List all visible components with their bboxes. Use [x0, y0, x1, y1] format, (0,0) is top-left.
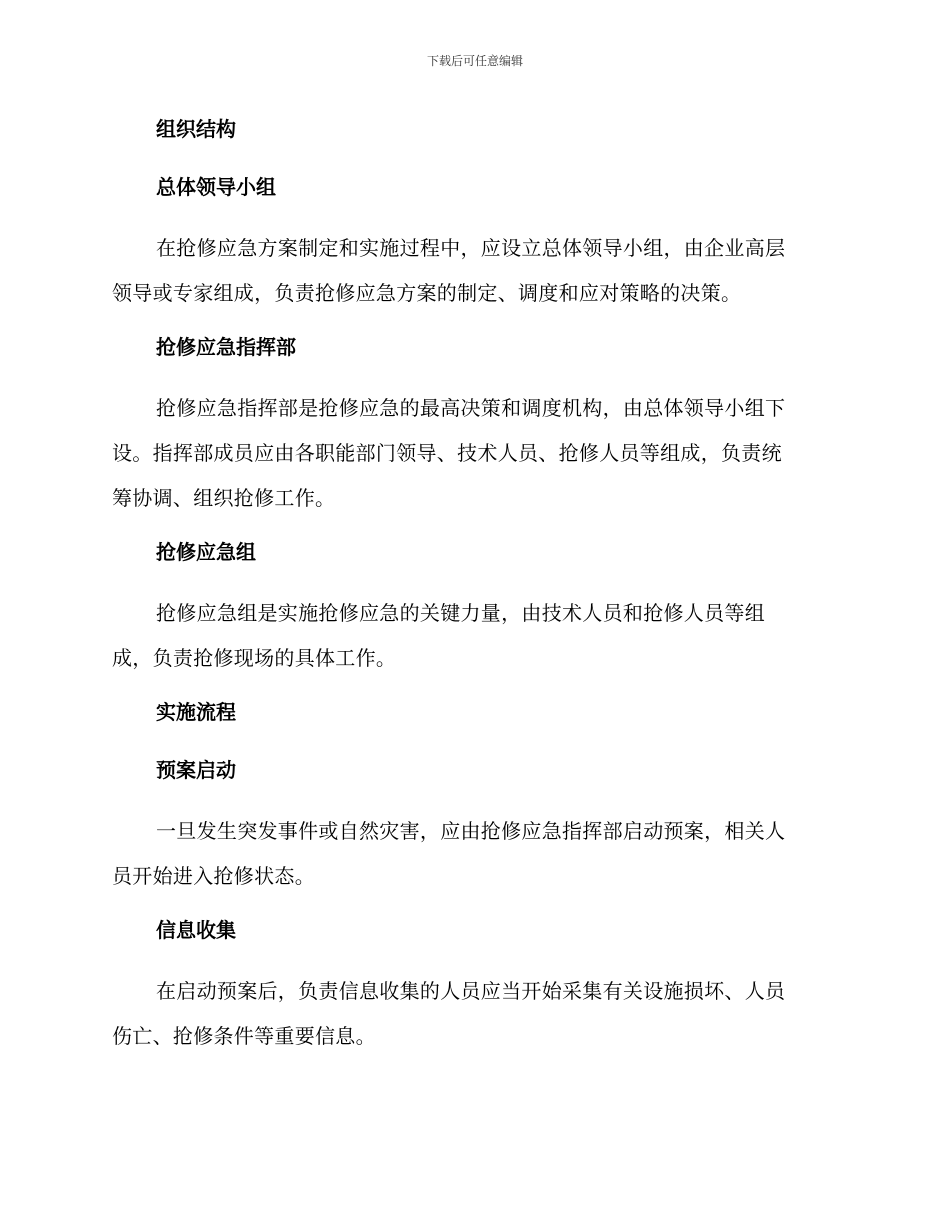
paragraph-line: 一旦发生突发事件或自然灾害，应由抢修应急指挥部启动预案，相关人	[156, 819, 786, 843]
body-paragraph	[112, 809, 834, 899]
section-heading: 组织结构	[156, 117, 236, 141]
paragraph-line: 设。指挥部成员应由各职能部门领导、技术人员、抢修人员等组成，负责统	[112, 441, 782, 465]
paragraph-line: 领导或专家组成，负责抢修应急方案的制定、调度和应对策略的决策。	[112, 281, 742, 305]
section-heading: 实施流程	[156, 700, 236, 724]
paragraph-line: 抢修应急组是实施抢修应急的关键力量，由技术人员和抢修人员等组	[156, 601, 765, 625]
paragraph-line: 在启动预案后，负责信息收集的人员应当开始采集有关设施损坏、人员	[156, 979, 786, 1003]
body-paragraph	[112, 386, 834, 521]
subsection-heading: 预案启动	[156, 758, 236, 782]
document-body	[112, 110, 834, 1071]
paragraph-line: 伤亡、抢修条件等重要信息。	[112, 1024, 376, 1048]
body-paragraph	[112, 226, 834, 316]
page-header: 下载后可任意编辑	[426, 54, 523, 68]
paragraph-line: 筹协调、组织抢修工作。	[112, 486, 336, 510]
body-paragraph	[112, 969, 834, 1059]
paragraph-line: 在抢修应急方案制定和实施过程中，应设立总体领导小组，由企业高层	[156, 236, 786, 260]
paragraph-line: 成，负责抢修现场的具体工作。	[112, 646, 397, 670]
paragraph-line: 员开始进入抢修状态。	[112, 864, 315, 888]
subsection-heading: 抢修应急指挥部	[156, 335, 296, 359]
subsection-heading: 信息收集	[156, 918, 236, 942]
subsection-heading: 抢修应急组	[156, 540, 256, 564]
body-paragraph	[112, 591, 834, 681]
subsection-heading: 总体领导小组	[156, 175, 276, 199]
paragraph-line: 抢修应急指挥部是抢修应急的最高决策和调度机构，由总体领导小组下	[156, 396, 786, 420]
